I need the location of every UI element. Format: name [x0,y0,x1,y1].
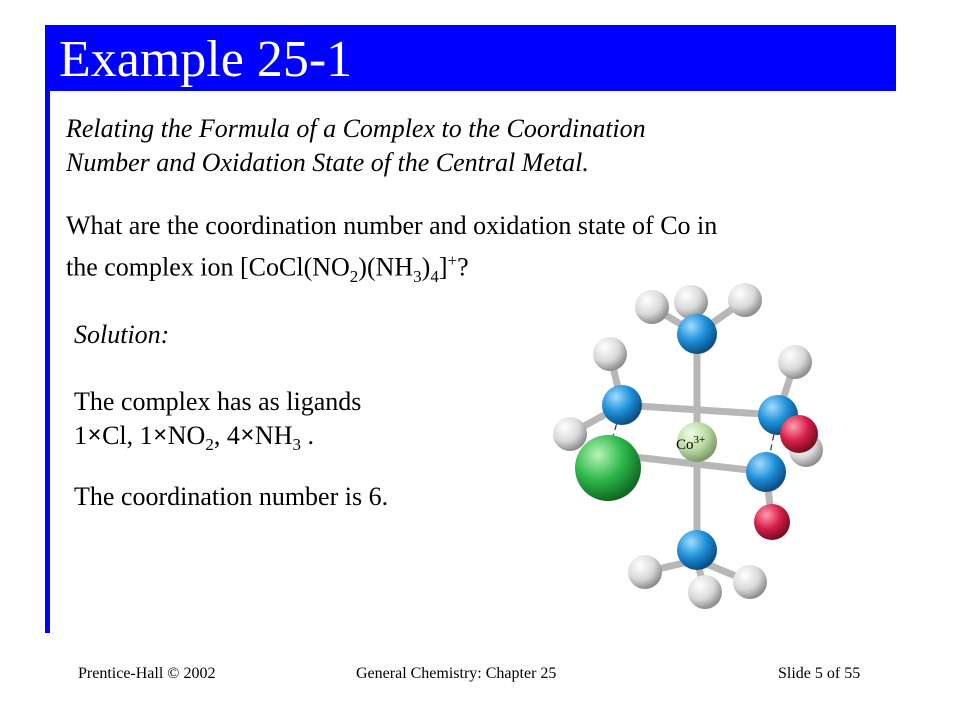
question-text [66,208,886,294]
slide-title: Example 25-1 [59,31,353,88]
q-sub-2: 3 [413,266,422,286]
complex-ion-model-illustration [540,282,830,612]
nitrogen-atom [602,385,642,425]
q-mid-3: ] [438,252,448,282]
q-mid-2: ) [421,252,431,282]
lig-cl: Cl, 1 [102,421,153,450]
hydrogen-atom [593,337,627,371]
left-accent-rule [45,25,50,633]
oxygen-atom [780,415,818,453]
q-sub-1: 2 [349,266,359,286]
ligands-line-2 [74,419,464,462]
q-prefix: the complex ion [CoCl(NO [66,252,350,282]
footer-slide-number: Slide 5 of 55 [778,665,861,682]
subtitle-line-1: Relating the Formula of a Complex to the Coordination [66,114,646,143]
hydrogen-atom [778,345,812,379]
times-icon: ✕ [152,425,168,446]
lig-count-1: 1 [74,421,87,450]
nitrogen-atom [677,530,717,570]
q-end: ? [457,252,469,282]
lig-no: NO [167,421,206,450]
hydrogen-atom [628,555,662,589]
example-subtitle [66,112,856,180]
lig-count-3: , 4 [213,421,240,450]
solution-label: Solution: [74,320,170,349]
hydrogen-atom [553,417,587,451]
nitrogen-atom [677,314,717,354]
lig-nh: NH [254,421,293,450]
cobalt-label: $Co^{3+}$ [676,434,706,453]
footer-copyright: Prentice-Hall © 2002 [78,665,216,682]
q-sub-3: 4 [430,266,439,286]
ligands-text [74,385,464,462]
hydrogen-atom [733,565,767,599]
hydrogen-atom [728,283,762,317]
q-mid-1: )(NH [358,252,414,282]
ligands-line-1: The complex has as ligands [74,387,362,416]
question-line-1: What are the coordination number and oxidation state of Co in [66,211,718,240]
q-sup-charge: + [447,251,458,270]
hydrogen-atom [674,285,708,319]
hydrogen-atom [688,575,722,609]
lig-nh-sub: 3 [292,435,301,455]
oxygen-atom [754,504,790,540]
subtitle-line-2: Number and Oxidation State of the Central Metal. [66,148,589,177]
chlorine-atom [575,435,641,501]
times-icon: ✕ [87,425,103,446]
lig-end: . [300,421,314,450]
hydrogen-atom [635,290,669,324]
coordination-number-text: The coordination number is 6. [74,482,389,511]
footer-chapter: General Chemistry: Chapter 25 [356,665,557,682]
times-icon: ✕ [239,425,255,446]
nitrogen-atom [746,452,786,492]
lig-no-sub: 2 [205,435,214,455]
